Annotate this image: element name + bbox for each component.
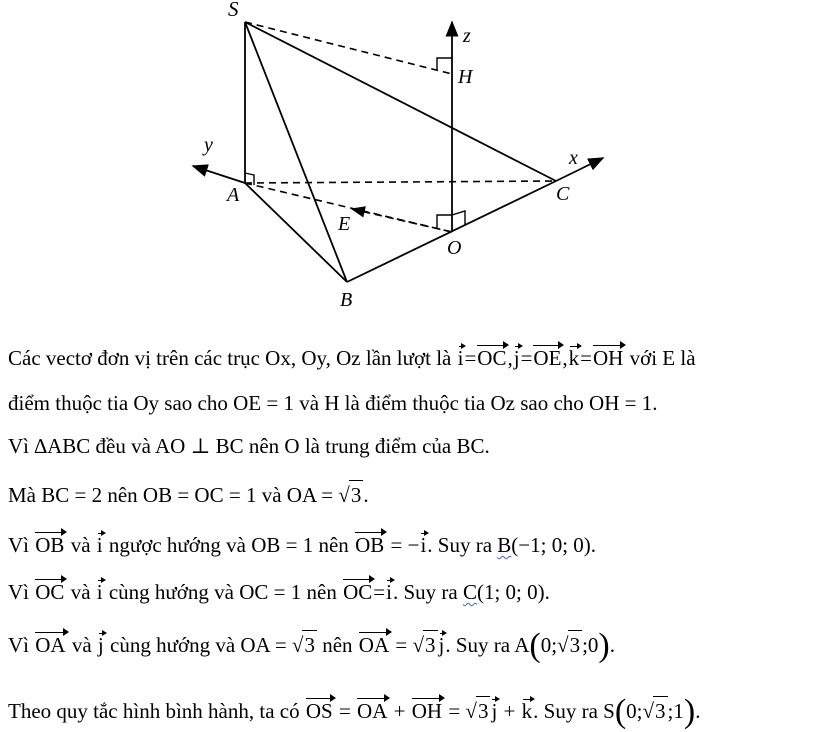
text-line-5: Vì OB và i ngược hướng và OB = 1 nên OB = −i. Suy ra B(−1; 0; 0). bbox=[8, 533, 597, 557]
label-S: S bbox=[228, 0, 239, 21]
label-H: H bbox=[458, 66, 473, 88]
text-line-7: Vì OA và j cùng hướng và OA = √3 nên OA = √3 j. Suy ra A(0;√3;0). bbox=[8, 627, 615, 664]
text-line-6: Vì OC và i cùng hướng và OC = 1 nên OC=i. Suy ra C(1; 0; 0). bbox=[8, 580, 550, 604]
label-x: x bbox=[569, 147, 578, 169]
label-C: C bbox=[556, 183, 570, 205]
pyramid-figure bbox=[0, 0, 821, 320]
right-angle-H bbox=[437, 58, 452, 70]
dash-AC bbox=[245, 181, 556, 183]
text-line-3: Vì ∆ABC đều và AO ⊥ BC nên O là trung điểm của BC. bbox=[8, 434, 490, 458]
right-angle-O1 bbox=[437, 215, 452, 228]
label-E: E bbox=[338, 213, 351, 235]
edge-SC bbox=[245, 22, 556, 181]
edge-AB bbox=[245, 183, 347, 282]
edge-SB bbox=[245, 22, 347, 282]
label-O: O bbox=[447, 237, 462, 259]
label-A: A bbox=[227, 184, 240, 206]
label-y: y bbox=[204, 134, 213, 156]
text-line-2: điểm thuộc tia Oy sao cho OE = 1 và H là điểm thuộc tia Oz sao cho OH = 1. bbox=[8, 391, 658, 415]
label-B: B bbox=[340, 289, 353, 311]
text-line-8: Theo quy tắc hình bình hành, ta có OS = OA + OH = √3 j + k. Suy ra S(0;√3;1). bbox=[8, 693, 701, 730]
axis-x bbox=[556, 158, 603, 181]
text-line-4: Mà BC = 2 nên OB = OC = 1 và OA = √3. bbox=[8, 480, 815, 509]
axis-y bbox=[193, 166, 245, 183]
dash-SH bbox=[245, 22, 452, 74]
label-z: z bbox=[463, 25, 471, 47]
text-line-1: Các vectơ đơn vị trên các trục Ox, Oy, Oz lần lượt là i=OC,j=OE,k=OH với E là bbox=[8, 346, 696, 370]
right-angle-O2 bbox=[452, 211, 465, 225]
